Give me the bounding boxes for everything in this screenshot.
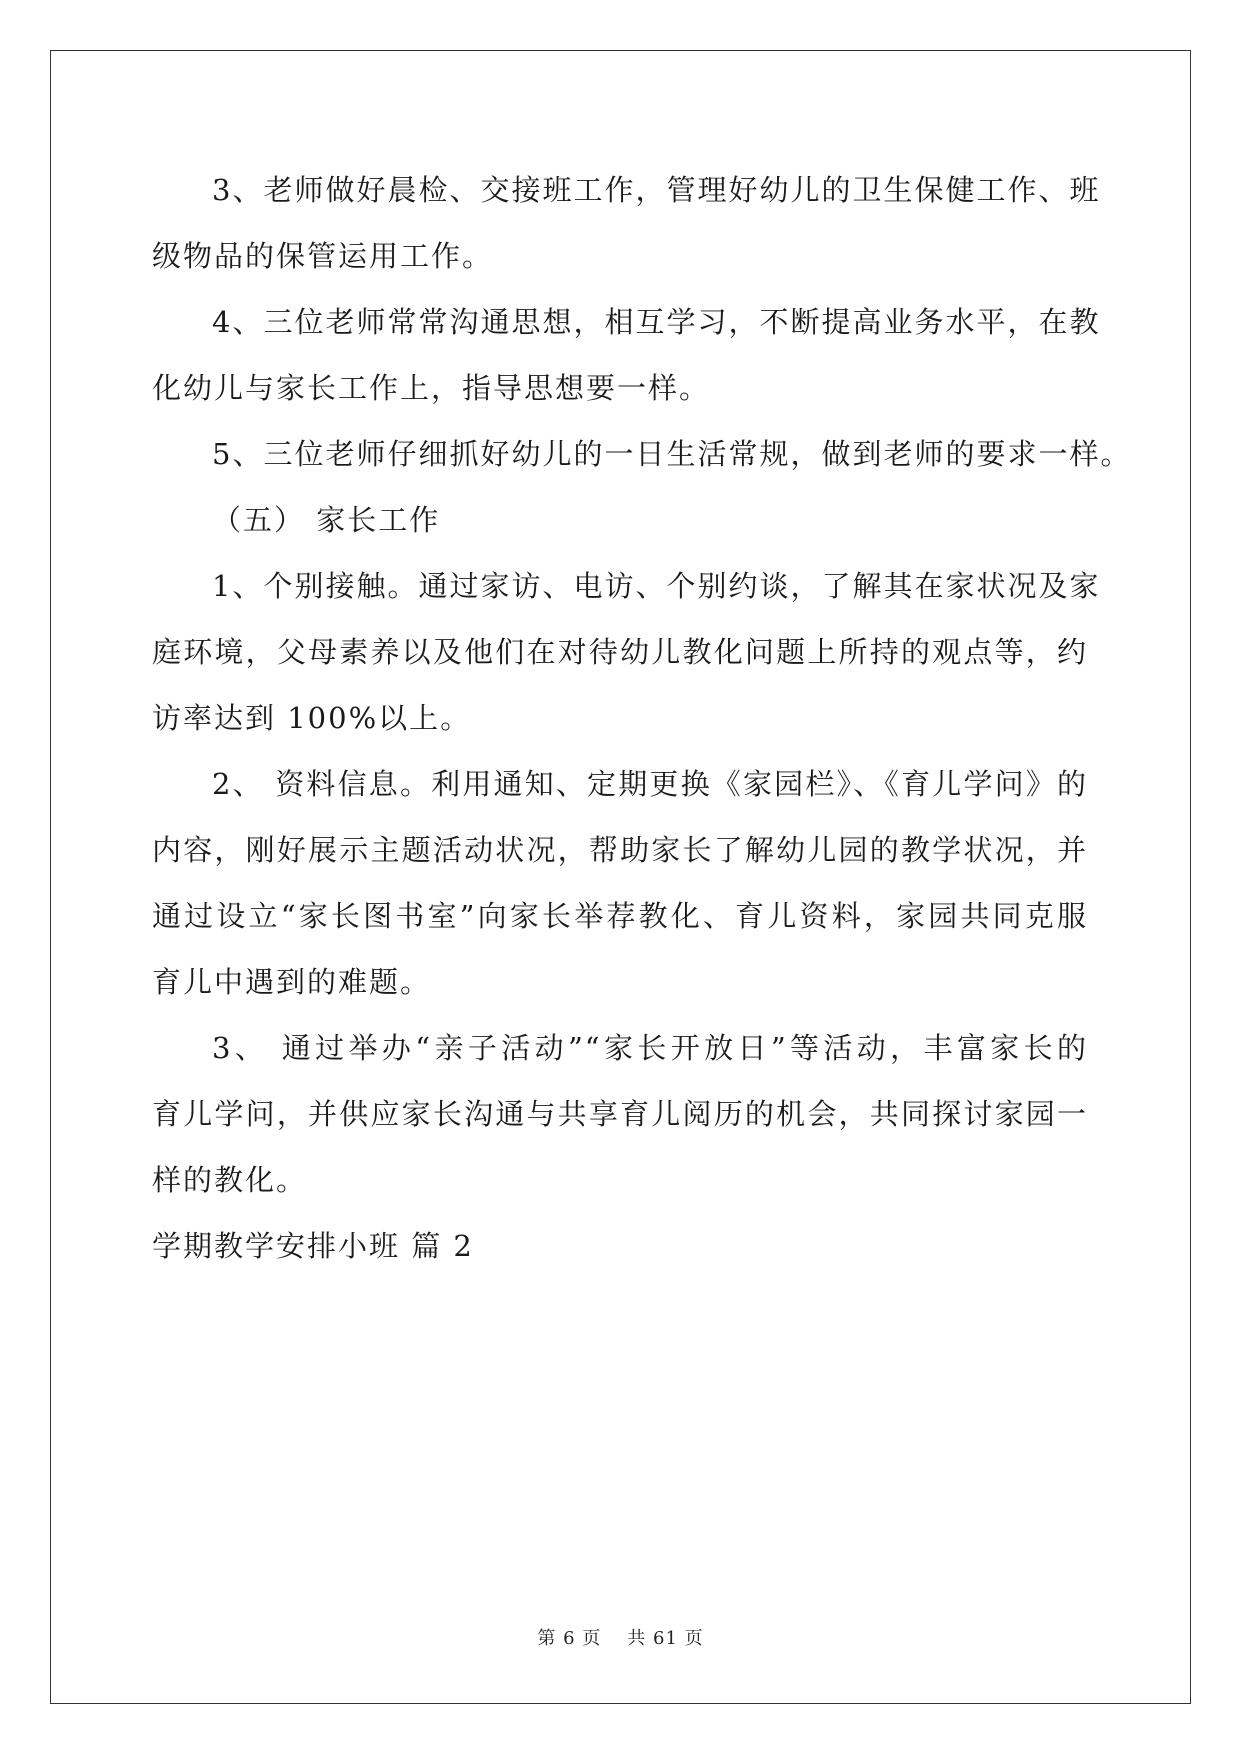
paragraph-line: 育儿中遇到的难题。 xyxy=(152,965,432,999)
paragraph-line: 2、 资料信息。利用通知、定期更换《家园栏》、《育儿学问》的 xyxy=(212,767,1088,801)
paragraph-line: 级物品的保管运用工作。 xyxy=(152,239,494,273)
paragraph-line: 内容，刚好展示主题活动状况，帮助家长了解幼儿园的教学状况，并 xyxy=(152,833,1088,867)
section-heading: （五） 家长工作 xyxy=(212,503,441,537)
paragraph-line: 3、老师做好晨检、交接班工作，管理好幼儿的卫生保健工作、班 xyxy=(212,173,1101,207)
paragraph-line: 化幼儿与家长工作上，指导思想要一样。 xyxy=(152,371,711,405)
paragraph-line: 4、三位老师常常沟通思想，相互学习，不断提高业务水平，在教 xyxy=(212,305,1101,339)
article-heading: 学期教学安排小班 篇 2 xyxy=(152,1229,474,1263)
page-footer xyxy=(0,1624,1241,1650)
page-total: 共 61 页 xyxy=(627,1628,704,1649)
paragraph-line: 庭环境，父母素养以及他们在对待幼儿教化问题上所持的观点等，约 xyxy=(152,635,1088,669)
page-number: 第 6 页 xyxy=(537,1628,602,1649)
page-border xyxy=(50,50,1191,1704)
paragraph-line: 育儿学问，并供应家长沟通与共享育儿阅历的机会，共同探讨家园一 xyxy=(152,1097,1088,1131)
paragraph-line: 访率达到 100%以上。 xyxy=(152,701,472,735)
paragraph-line: 样的教化。 xyxy=(152,1163,308,1197)
paragraph-line: 5、三位老师仔细抓好幼儿的一日生活常规，做到老师的要求一样。 xyxy=(212,437,1132,471)
paragraph-line: 1、个别接触。通过家访、电访、个别约谈，了解其在家状况及家 xyxy=(212,569,1101,603)
paragraph-line: 3、 通过举办“亲子活动”“家长开放日”等活动，丰富家长的 xyxy=(212,1031,1088,1065)
paragraph-line: 通过设立“家长图书室”向家长举荐教化、育儿资料，家园共同克服 xyxy=(152,899,1088,933)
